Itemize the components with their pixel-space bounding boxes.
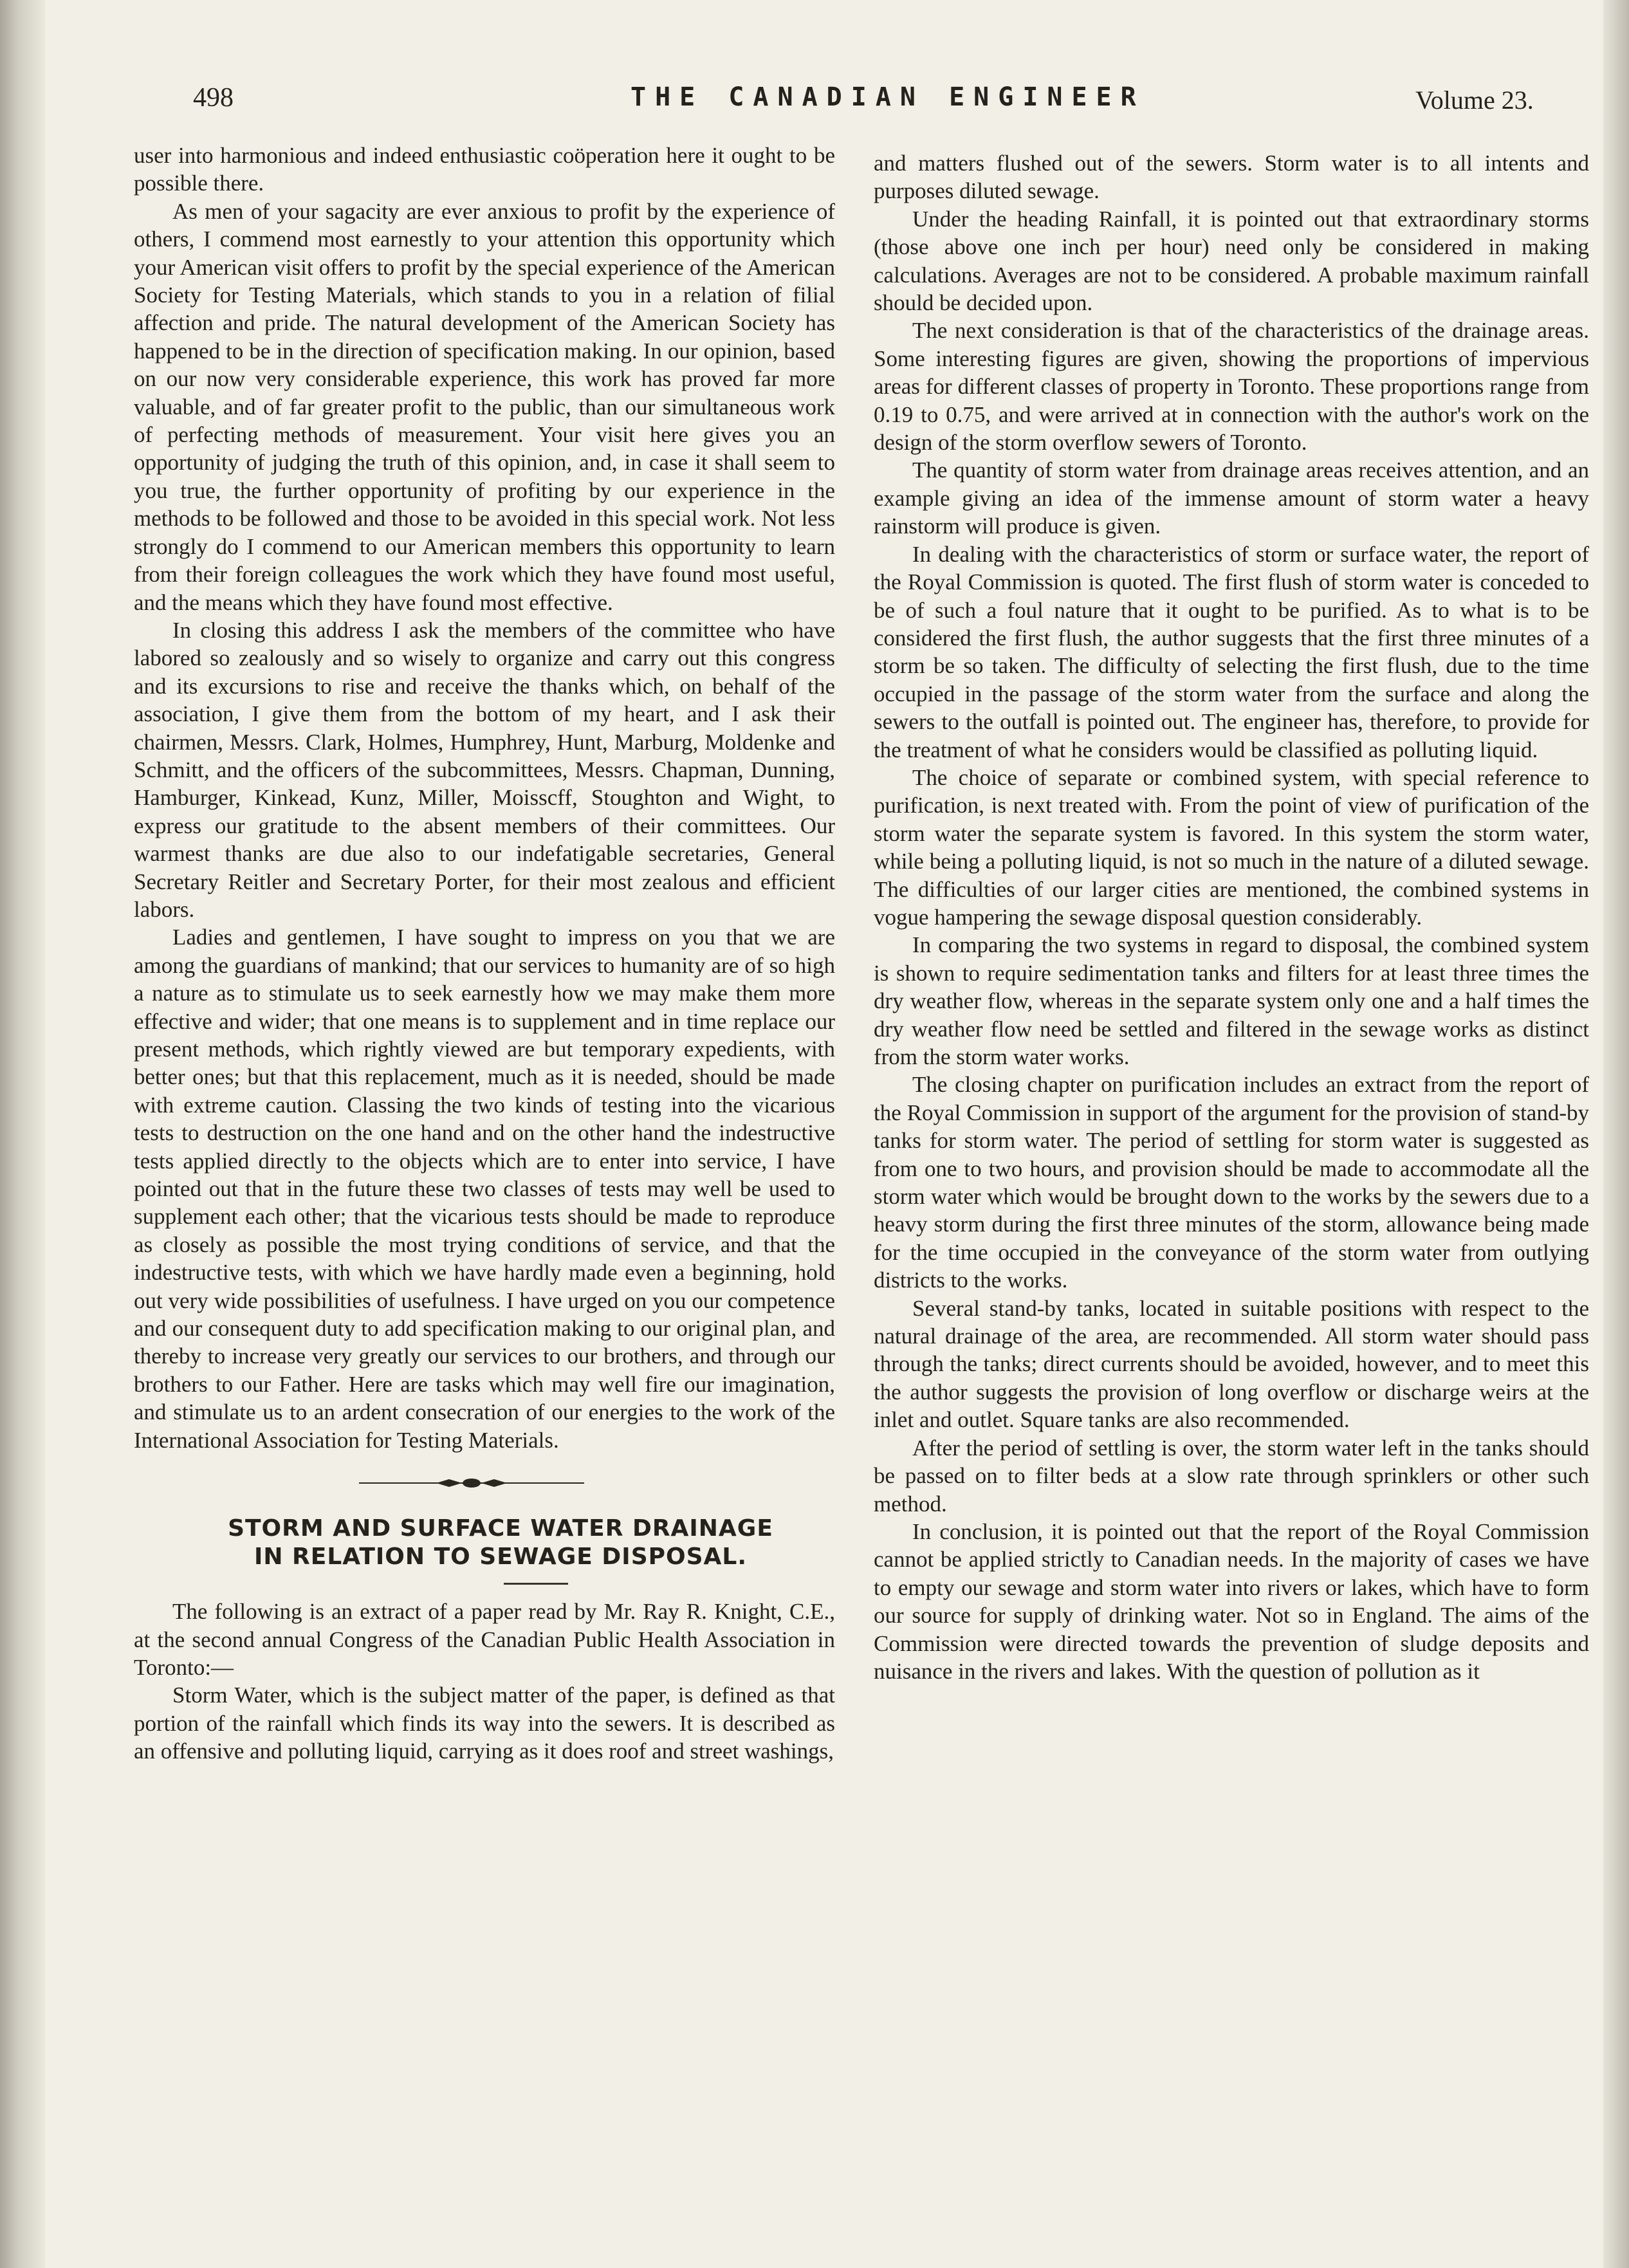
paragraph: The quantity of storm water from drainage areas receives attention, and an example giving an idea of the immense amount of storm water a heavy rainstorm will produce is given. bbox=[874, 457, 1589, 539]
paragraph: After the period of settling is over, the storm water left in the tanks should be passed on to filter beds at a slow rate through sprinklers or other such method. bbox=[874, 1435, 1589, 1517]
article-title-line-2: IN RELATION TO SEWAGE DISPOSAL. bbox=[253, 1544, 748, 1571]
volume-label: Volume 23. bbox=[1415, 86, 1534, 115]
paragraph: The next consideration is that of the characteristics of the drainage areas. Some interesting figures are given, showing the proportions of impervious areas for different classes of property in Toronto. These proportions range from 0.19 to 0.75, and were arrived at in connection with the author's work on the design of the storm overflow sewers of Toronto. bbox=[874, 318, 1589, 456]
article-paragraph: Storm Water, which is the subject matter of the paper, is defined as that portion of the rainfall which finds its way into the sewers. It is described as an offensive and polluting liquid, carrying as it does roof and street washings, bbox=[134, 1683, 835, 1764]
article-title-line-1: STORM AND SURFACE WATER DRAINAGE bbox=[228, 1515, 773, 1542]
paragraph: In closing this address I ask the members of the committee who have labored so zealously and so wisely to organize and carry out this congress and its excursions to rise and receive the thanks which, on behalf of the association, I give them from the bottom of my heart, and I ask their chairmen, Messrs. Clark, Holmes, Humphrey, Hunt, Marburg, Moldenke and Schmitt, and the officers of the subcommittees, Messrs. Chapman, Dunning, Hamburger, Kinkead, Kunz, Miller, Moisscff, Stoughton and Wight, to express our gratitude to the absent members of their committees. Our warmest thanks are due also to our indefatigable secretaries, General Secretary Reitler and Secretary Porter, for their most zealous and efficient labors. bbox=[134, 617, 835, 922]
section-divider-ornament bbox=[359, 1477, 584, 1489]
paragraph: The choice of separate or combined system, with special reference to purification, is next treated with. From the point of view of purification of the storm water the separate system is favored. In this system the storm water, while being a polluting liquid, is not so much in the nature of a diluted sewage. The difficulties of our larger cities are mentioned, the combined systems in vogue hampering the sewage disposal question considerably. bbox=[874, 764, 1589, 930]
article-title bbox=[153, 1515, 848, 1571]
article-paragraph: The following is an extract of a paper read by Mr. Ray R. Knight, C.E., at the second annual Congress of the Canadian Public Health Association in Toronto:— bbox=[134, 1599, 835, 1680]
left-column bbox=[134, 142, 835, 1766]
paragraph: In comparing the two systems in regard to disposal, the combined system is shown to require sedimentation tanks and filters for at least three times the dry weather flow, whereas in the separate system only one and a half times the dry weather flow need be settled and filtered in the sewage works as distinct from the storm water works. bbox=[874, 932, 1589, 1069]
paragraph: In conclusion, it is pointed out that the report of the Royal Commission cannot be applied strictly to Canadian needs. In the majority of cases we have to empty our sewage and storm water into rivers or lakes, which have to form our source for supply of drinking water. Not so in England. The aims of the Commission were directed towards the prevention of sludge deposits and nuisance in the rivers and lakes. With the question of pollution as it bbox=[874, 1518, 1589, 1684]
right-column bbox=[874, 149, 1589, 1685]
paragraph: Several stand-by tanks, located in suitable positions with respect to the natural drainage of the area, are recommended. All storm water should pass through the tanks; direct currents should be avoided, however, and to meet this the author suggests the provision of long overflow or discharge weirs at the inlet and outlet. Square tanks are also recommended. bbox=[874, 1295, 1589, 1433]
paragraph: user into harmonious and indeed enthusiastic coöperation here it ought to be possible there. bbox=[134, 143, 835, 196]
page-edge-shadow bbox=[1603, 0, 1629, 2268]
paragraph: As men of your sagacity are ever anxious to profit by the experience of others, I commend most earnestly to your attention this opportunity which your American visit offers to profit by the special experience of the American Society for Testing Materials, which stands to you in a relation of filial affection and pride. The natural development of the American Society has happened to be in the direction of specification making. In our opinion, based on our now very considerable experience, this work has proved far more valuable, and of far greater profit to the public, than our simultaneous work of perfecting methods of measurement. Your visit here gives you an opportunity of judging the truth of this opinion, and, in case it shall seem to you true, the further opportunity of profiting by our experience in the methods to be followed and those to be avoided in this special work. Not less strongly do I commend to our American members this opportunity to learn from their foreign colleagues the work which they have found most useful, and the means which they have found most effective. bbox=[134, 198, 835, 615]
paragraph: Under the heading Rainfall, it is pointed out that extraordinary storms (those above one inch per hour) need only be considered in making calculations. Averages are not to be considered. A probable maximum rainfall should be decided upon. bbox=[874, 206, 1589, 316]
paragraph: and matters flushed out of the sewers. Storm water is to all intents and purposes diluted sewage. bbox=[874, 151, 1589, 204]
binding-shadow bbox=[0, 0, 45, 2268]
page-number: 498 bbox=[193, 83, 234, 113]
title-rule bbox=[504, 1583, 568, 1585]
journal-title: THE CANADIAN ENGINEER bbox=[630, 82, 1145, 112]
paragraph: Ladies and gentlemen, I have sought to impress on you that we are among the guardians of mankind; that our services to humanity are of so high a nature as to stimulate us to seek earnestly how we may make them more effective and wider; that one means is to supplement and in time replace our present methods, which rightly viewed are but temporary expedients, with better ones; but that this replacement, much as it is needed, should be made with extreme caution. Classing the two kinds of testing into the vicarious tests to destruction on the one hand and on the other hand the indestructive tests applied directly to the objects which are to enter into service, I have pointed out that in the future these two classes of tests may well be used to supplement each other; that the vicarious tests should be made to reproduce as closely as possible the most trying conditions of service, and that the indestructive tests, with which we have hardly made even a beginning, hold out very wide possibilities of usefulness. I have urged on you our competence and our consequent duty to add specification making to our original plan, and thereby to increase very greatly our services to our brothers, and through our brothers to our Father. Here are tasks which may well fire our imagination, and stimulate us to an ardent consecration of our energies to the work of the International Association for Testing Materials. bbox=[134, 925, 835, 1453]
running-header bbox=[0, 82, 1629, 121]
paragraph: The closing chapter on purification includes an extract from the report of the Royal Commission in support of the argument for the provision of stand-by tanks for storm water. The period of settling for storm water is suggested as from one to two hours, and provision should be made to accommodate all the storm water which would be brought down to the works by the sewers due to a heavy storm during the first three minutes of the storm, allowance being made for the time occupied in the conveyance of the storm water from outlying districts to the works. bbox=[874, 1072, 1589, 1293]
paragraph: In dealing with the characteristics of storm or surface water, the report of the Royal Commission is quoted. The first flush of storm water is conceded to be of such a foul nature that it ought to be purified. As to what is to be considered the first flush, the author suggests that the first three minutes of a storm be so taken. The difficulty of selecting the first flush, due to the time occupied in the passage of the storm water from the surface and along the sewers to the outfall is pointed out. The engineer has, therefore, to provide for the treatment of what he considers would be classified as polluting liquid. bbox=[874, 541, 1589, 762]
